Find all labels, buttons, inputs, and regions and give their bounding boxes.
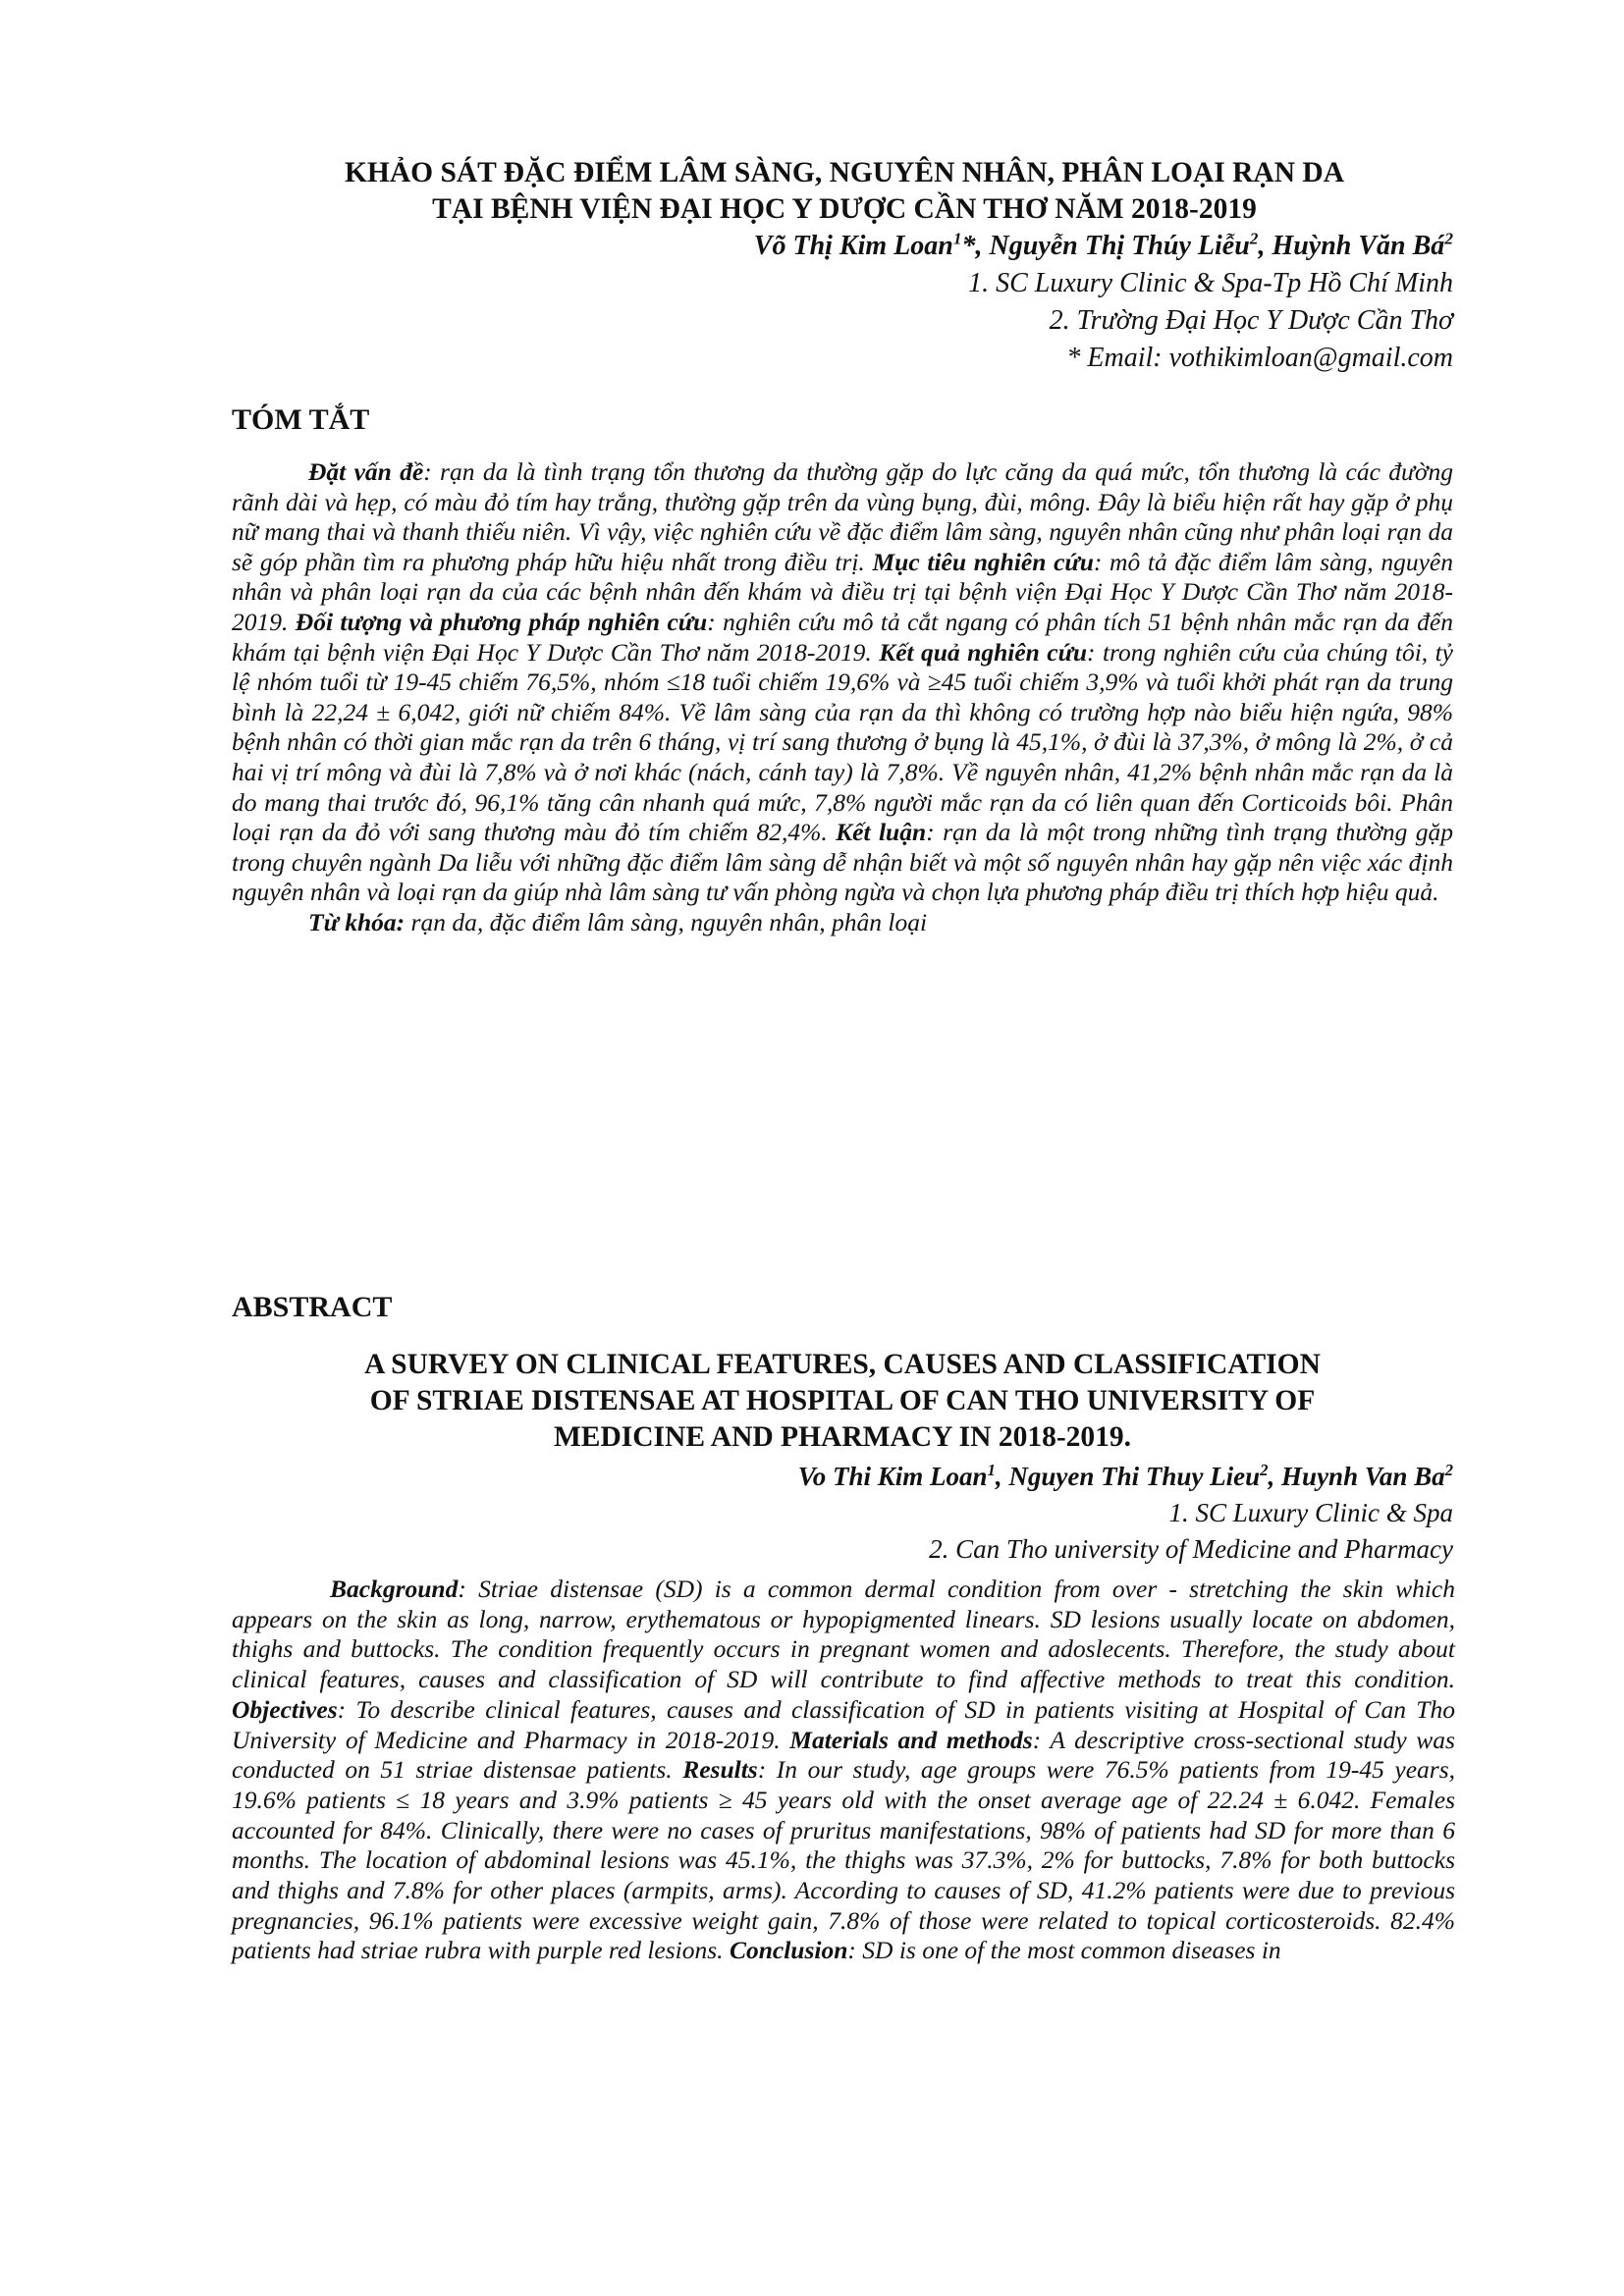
keywords-text: rạn da, đặc điểm lâm sàng, nguyên nhân, phân loại [405, 907, 928, 936]
vietnamese-title-line-2: TẠI BỆNH VIỆN ĐẠI HỌC Y DƯỢC CẦN THƠ NĂM 2018-2019 [432, 193, 1257, 225]
results-label: Results [682, 1755, 758, 1785]
english-abstract-body [232, 1575, 1455, 1966]
methods-label: Materials and methods [789, 1725, 1033, 1754]
objectives-label: Objectives [232, 1694, 338, 1724]
author-separator: , [1268, 1462, 1282, 1491]
background-label: Đặt vấn đề [308, 457, 424, 486]
affiliation-2: 2. Trường Đại Học Y Dược Cần Thơ [1049, 305, 1453, 336]
objectives-text: : mô tả đặc điểm lâm sàng, nguyên nhân và phân loại rạn da của các bệnh nhân đến khám và điều trị tại bệnh viện Đại Học Y Dược Cần Thơ năm 2018-2019. [232, 547, 1453, 636]
author-name: Vo Thi Kim Loan [797, 1462, 988, 1491]
methods-text: : A descriptive cross-sectional study was conducted on 51 striae distensae patients. [232, 1725, 1455, 1785]
results-text: : In our study, age groups were 76.5% patients from 19-45 years, 19.6% patients ≤ 18 years and 3.9% patients ≥ 45 years old with the onset average age of 22.24 ± 6.042. Females accounted for 84%. Clinically, there were no cases of pruritus manifestations, 98% of patients had SD for more than 6 months. The location of abdominal lesions was 45.1%, the thighs was 37.3%, 2% for buttocks, 7.8% for both buttocks and thighs and 7.8% for other places (armpits, arms). According to causes of SD, 41.2% patients were due to previous pregnancies, 96.1% patients were excessive weight gain, 7.8% of those were related to topical corticosteroids. 82.4% patients had striae rubra with purple red lesions. [232, 1755, 1456, 1965]
affiliation-marker: 1 [952, 229, 962, 248]
affiliation-marker: 2 [1444, 1461, 1453, 1479]
author-name: Nguyen Thi Thuy Lieu [1008, 1462, 1261, 1491]
conclusion-label: Conclusion [729, 1936, 848, 1965]
background-text: : rạn da là tình trạng tổn thương da thường gặp do lực căng da quá mức, tổn thương là các đường rãnh dài và hẹp, có màu đỏ tím hay trắng, thường gặp trên da vùng bụng, đùi, mông. Đây là biểu hiện rất hay gặp ở phụ nữ mang thai và thanh thiếu niên. Vì vậy, việc nghiên cứu về đặc điểm lâm sàng, nguyên nhân cũng như phân loại rạn da sẽ góp phần tìm ra phương pháp hữu hiệu nhất trong điều trị. [232, 457, 1453, 576]
affiliation-marker: 2 [1260, 1461, 1269, 1479]
affiliation-marker: 2 [1444, 229, 1453, 248]
english-title-line-3: MEDICINE AND PHARMACY IN 2018-2019. [553, 1421, 1132, 1453]
vietnamese-abstract-paragraph [232, 457, 1453, 908]
author-name: Võ Thị Kim Loan [753, 231, 953, 261]
vietnamese-title-line-1: KHẢO SÁT ĐẶC ĐIỂM LÂM SÀNG, NGUYÊN NHÂN, PHÂN LOẠI RẠN DA [344, 157, 1345, 188]
keywords-label: Từ khóa: [308, 907, 406, 936]
background-text: : Striae distensae (SD) is a common dermal condition from over - stretching the skin which appears on the skin as long, narrow, erythematous or hypopigmented linears. SD lesions usually locate on abdomen, thighs and buttocks. The condition frequently occurs in pregnant women and adoslecents. Therefore, the study about clinical features, causes and classification of SD will contribute to find affective methods to treat this condition. [232, 1575, 1455, 1694]
author-name: Nguyễn Thị Thúy Liễu [989, 231, 1250, 261]
english-title [232, 1347, 1453, 1456]
vietnamese-title [226, 155, 1463, 228]
english-title-line-2: OF STRIAE DISTENSAE AT HOSPITAL OF CAN THO UNIVERSITY OF [369, 1385, 1316, 1416]
english-title-line-1: A SURVEY ON CLINICAL FEATURES, CAUSES AND CLASSIFICATION [364, 1349, 1321, 1380]
conclusion-text: : SD is one of the most common diseases in [847, 1936, 1281, 1965]
author-separator: , [1258, 231, 1272, 261]
vietnamese-abstract-body [232, 457, 1453, 938]
methods-text: : nghiên cứu mô tả cắt ngang có phân tích 51 bệnh nhân mắc rạn da đến khám tại bệnh viện Đại Học Y Dược Cần Thơ năm 2018-2019. [232, 607, 1454, 667]
affiliation-1: 1. SC Luxury Clinic & Spa-Tp Hồ Chí Minh [968, 268, 1453, 298]
results-text: : trong nghiên cứu của chúng tôi, tỷ lệ nhóm tuổi từ 19-45 chiếm 76,5%, nhóm ≤18 tuổi chiếm 19,6% và ≥45 tuổi chiếm 3,9% và tuổi khởi phát rạn da trung bình là 22,24 ± 6,042, giới nữ chiếm 84%. Về lâm sàng của rạn da thì không có trường hợp nào biểu hiện ngứa, 98% bệnh nhân có thời gian mắc rạn da trên 6 tháng, vị trí sang thương ở bụng là 45,1%, ở đùi là 37,3%, ở mông là 2%, ở cả hai vị trí mông và đùi là 7,8% và ở nơi khác (nách, cánh tay) là 7,8%. Về nguyên nhân, 41,2% bệnh nhân mắc rạn da là do mang thai trước đó, 96,1% tăng cân nhanh quá mức, 7,8% người mắc rạn da có liên quan đến Corticoids bôi. Phân loại rạn da đỏ với sang thương màu đỏ tím chiếm 82,4%. [232, 637, 1453, 847]
author-name: Huỳnh Văn Bá [1272, 231, 1445, 261]
results-label: Kết quả nghiên cứu [879, 637, 1088, 667]
objectives-text: : To describe clinical features, causes and classification of SD in patients visiting at Hospital of Can Tho University of Medicine and Pharmacy in 2018-2019. [232, 1694, 1455, 1754]
corresponding-marker: *, [961, 231, 990, 261]
author-name: Huynh Van Ba [1281, 1462, 1445, 1491]
conclusion-label: Kết luận [836, 818, 927, 847]
vietnamese-authors-block [550, 228, 1453, 377]
english-authors-block [550, 1459, 1453, 1568]
english-author-list [550, 1459, 1453, 1495]
english-abstract-heading: ABSTRACT [232, 1291, 393, 1323]
methods-label: Đối tượng và phương pháp nghiên cứu [295, 607, 708, 636]
vietnamese-author-list [550, 228, 1453, 265]
background-label: Background [330, 1575, 459, 1603]
contact-email: * Email: vothikimloan@gmail.com [1066, 343, 1453, 373]
conclusion-text: : rạn da là một trong những tình trạng thường gặp trong chuyên ngành Da liễu với những đặc điểm lâm sàng dễ nhận biết và một số nguyên nhân hay gặp nên việc xác định nguyên nhân và loại rạn da giúp nhà lâm sàng tư vấn phòng ngừa và chọn lựa phương pháp điều trị thích hợp hiệu quả. [232, 818, 1454, 907]
affiliation-marker: 1 [987, 1461, 996, 1479]
author-separator: , [995, 1462, 1009, 1491]
english-abstract-paragraph [232, 1575, 1455, 1966]
vietnamese-summary-heading: TÓM TẮT [232, 403, 370, 436]
keywords-line [232, 908, 1453, 938]
affiliation-1: 1. SC Luxury Clinic & Spa [1168, 1498, 1453, 1527]
objectives-label: Mục tiêu nghiên cứu [872, 547, 1094, 576]
affiliation-2: 2. Can Tho university of Medicine and Pharmacy [929, 1534, 1453, 1564]
affiliation-marker: 2 [1249, 229, 1259, 248]
